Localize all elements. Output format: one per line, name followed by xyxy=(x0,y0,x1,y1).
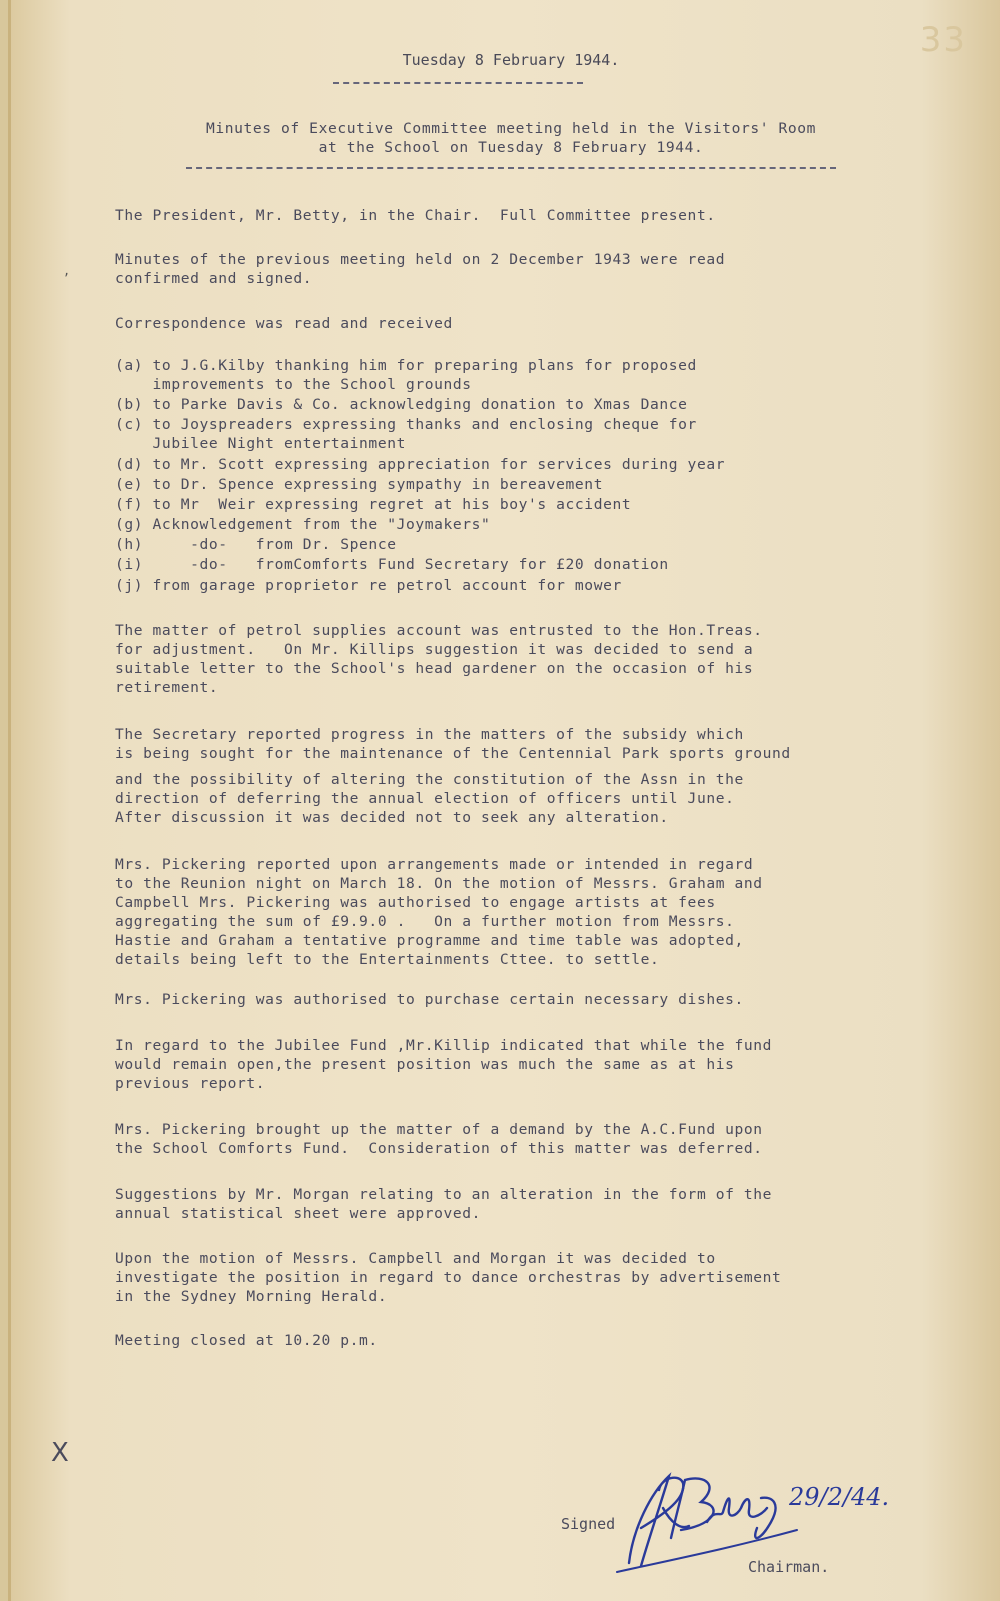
presence-line: The President, Mr. Betty, in the Chair. Full Committee present. xyxy=(115,207,716,224)
paragraph-line: Minutes of the previous meeting held on 2 December 1943 were read xyxy=(115,251,726,268)
list-item: (e) to Dr. Spence expressing sympathy in bereavement xyxy=(115,476,604,493)
paragraph-line: in the Sydney Morning Herald. xyxy=(115,1288,388,1305)
chairman-label: Chairman. xyxy=(748,1558,830,1576)
margin-tick: , xyxy=(63,264,71,278)
paragraph-line: Suggestions by Mr. Morgan relating to an alteration in the form of the xyxy=(115,1186,773,1203)
paragraph-line: to the Reunion night on March 18. On the motion of Messrs. Graham and xyxy=(115,875,763,892)
paragraph-line: would remain open,the present position was much the same as at his xyxy=(115,1056,735,1073)
list-item: Jubilee Night entertainment xyxy=(115,435,406,452)
list-item: (g) Acknowledgement from the "Joymakers" xyxy=(115,516,491,533)
paragraph-line: Upon the motion of Messrs. Campbell and Morgan it was decided to xyxy=(115,1250,716,1267)
correspondence-intro: Correspondence was read and received xyxy=(115,315,453,332)
title-line: at the School on Tuesday 8 February 1944. xyxy=(318,139,704,156)
list-item: (a) to J.G.Kilby thanking him for preparing plans for proposed xyxy=(115,357,697,374)
list-item: improvements to the School grounds xyxy=(115,376,472,393)
paragraph-line: After discussion it was decided not to seek any alteration. xyxy=(115,809,669,826)
paragraph-line: Mrs. Pickering brought up the matter of a demand by the A.C.Fund upon xyxy=(115,1121,763,1138)
paragraph-line: In regard to the Jubilee Fund ,Mr.Killip indicated that while the fund xyxy=(115,1037,773,1054)
list-item: (i) -do- fromComforts Fund Secretary for £20 donation xyxy=(115,556,669,573)
paragraph-line: and the possibility of altering the constitution of the Assn in the xyxy=(115,771,744,788)
paragraph-line: is being sought for the maintenance of the Centennial Park sports ground xyxy=(115,745,791,762)
paragraph-line: The matter of petrol supplies account was entrusted to the Hon.Treas. xyxy=(115,622,763,639)
list-item: (b) to Parke Davis & Co. acknowledging donation to Xmas Dance xyxy=(115,396,688,413)
paragraph-line: suitable letter to the School's head gardener on the occasion of his xyxy=(115,660,754,677)
paragraph-line: annual statistical sheet were approved. xyxy=(115,1205,482,1222)
document-page xyxy=(8,0,1000,1601)
list-item: (f) to Mr Weir expressing regret at his boy's accident xyxy=(115,496,632,513)
paragraph-closed: Meeting closed at 10.20 p.m. xyxy=(115,1332,378,1349)
paragraph-line: Mrs. Pickering reported upon arrangements made or intended in regard xyxy=(115,856,754,873)
paragraph-line: Hastie and Graham a tentative programme and time table was adopted, xyxy=(115,932,744,949)
title-line: Minutes of Executive Committee meeting held in the Visitors' Room xyxy=(205,120,817,137)
title-underline xyxy=(186,167,836,169)
signed-label: Signed xyxy=(561,1515,616,1533)
paragraph-line: aggregating the sum of £9.9.0 . On a further motion from Messrs. xyxy=(115,913,735,930)
list-item: (j) from garage proprietor re petrol account for mower xyxy=(115,577,622,594)
paragraph-dishes: Mrs. Pickering was authorised to purchase certain necessary dishes. xyxy=(115,991,744,1008)
paragraph-line: investigate the position in regard to dance orchestras by advertisement xyxy=(115,1269,782,1286)
list-item: (d) to Mr. Scott expressing appreciation for services during year xyxy=(115,456,726,473)
date-heading: Tuesday 8 February 1944. xyxy=(402,51,620,69)
paragraph-line: the School Comforts Fund. Consideration of this matter was deferred. xyxy=(115,1140,763,1157)
paragraph-line: The Secretary reported progress in the matters of the subsidy which xyxy=(115,726,744,743)
paragraph-line: direction of deferring the annual election of officers until June. xyxy=(115,790,735,807)
paragraph-line: for adjustment. On Mr. Killips suggestion it was decided to send a xyxy=(115,641,754,658)
paragraph-line: confirmed and signed. xyxy=(115,270,313,287)
paragraph-line: Campbell Mrs. Pickering was authorised to engage artists at fees xyxy=(115,894,716,911)
list-item: (h) -do- from Dr. Spence xyxy=(115,536,397,553)
date-underline xyxy=(333,82,583,84)
paragraph-line: previous report. xyxy=(115,1075,266,1092)
margin-cross-mark: X xyxy=(51,1438,69,1468)
page-number: 33 xyxy=(919,20,967,60)
paragraph-line: details being left to the Entertainments Cttee. to settle. xyxy=(115,951,660,968)
paragraph-line: retirement. xyxy=(115,679,219,696)
signature-date: 29/2/44. xyxy=(789,1483,890,1511)
list-item: (c) to Joyspreaders expressing thanks and enclosing cheque for xyxy=(115,416,697,433)
